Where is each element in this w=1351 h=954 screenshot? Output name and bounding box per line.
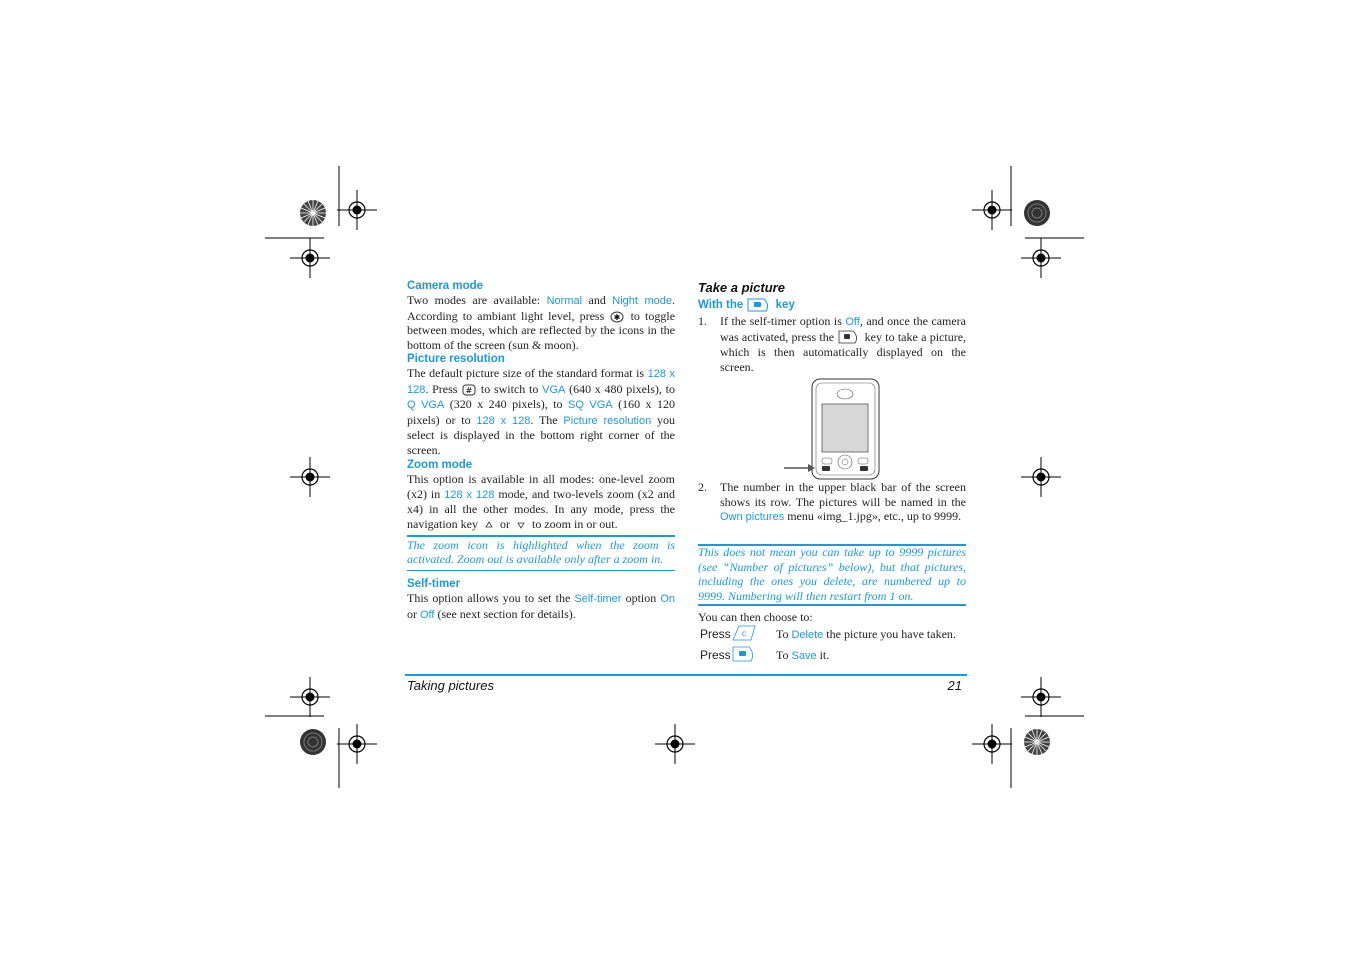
note-rule-bottom — [407, 570, 675, 572]
svg-text:✱: ✱ — [614, 312, 621, 322]
picture-resolution-heading: Picture resolution — [407, 353, 505, 365]
crosshair-mark — [972, 724, 1012, 764]
camera-key-icon — [731, 646, 757, 662]
hash-key-icon — [461, 384, 477, 396]
sunburst-mark — [298, 727, 328, 757]
crosshair-mark — [337, 724, 377, 764]
nav-up-icon — [481, 520, 497, 530]
camera-key-icon — [746, 297, 772, 313]
svg-text:c: c — [741, 629, 747, 638]
camera-key-icon — [837, 330, 861, 345]
sunburst-mark — [1022, 727, 1052, 757]
crosshair-mark — [290, 677, 330, 717]
step-2-text: The number in the upper black bar of the screen shows its row. The pictures will be named in the Own pictures menu «img_1.jpg», etc., up to 9999. — [720, 480, 966, 523]
action-row-delete: Press c To Delete the picture you have taken. — [700, 627, 956, 641]
clear-key-icon — [731, 625, 757, 641]
zoom-mode-heading: Zoom mode — [407, 459, 473, 471]
nav-down-icon — [513, 520, 529, 530]
camera-mode-text: Two modes are available: Normal and Night mode. According to ambiant light level, press ✱ to toggle between modes, which are reflected by the icons in the bottom of the screen (sun & moon). — [407, 293, 676, 352]
self-timer-text: This option allows you to set the Self-timer option On or Off (see next section for details). — [407, 591, 676, 621]
footer-section-title: Taking pictures — [407, 678, 494, 693]
zoom-mode-text: This option is available in all modes: one-level zoom (x2) in 128 x 128 mode, and two-levels zoom (x2 and x4) in all the other modes. In any mode, press the navigation key or to zoom in or out. — [407, 472, 675, 531]
step-1-number: 1. — [698, 314, 707, 328]
svg-text:#: # — [465, 385, 473, 395]
page-number: 21 — [947, 678, 962, 693]
crosshair-mark — [337, 190, 377, 230]
note-rule-top — [407, 535, 675, 537]
sunburst-mark — [1022, 198, 1052, 228]
with-the-key-heading: With the key — [698, 297, 795, 313]
crosshair-mark — [1021, 457, 1061, 497]
note-rule-bottom — [698, 604, 966, 606]
crosshair-mark — [972, 190, 1012, 230]
section-title: Take a picture — [698, 280, 785, 295]
footer-rule — [405, 674, 967, 676]
crosshair-mark — [655, 724, 695, 764]
step-2-number: 2. — [698, 480, 707, 494]
phone-illustration — [782, 378, 882, 480]
crosshair-mark — [290, 457, 330, 497]
star-key-icon — [609, 311, 625, 323]
action-row-save: Press To Save it. — [700, 648, 830, 662]
picture-resolution-text: The default picture size of the standard format is 128 x 128. Press # to switch to VGA (640 x 480 pixels), to Q VGA (320 x 240 pixels), to SQ VGA (160 x 120 pixels) or to 128 x 128. The Picture resolution you select is displayed in the bottom right corner of the screen. — [407, 366, 676, 457]
night-mode-option: Night mode — [612, 295, 672, 307]
normal-option: Normal — [546, 295, 583, 307]
crosshair-mark — [1021, 677, 1061, 717]
crosshair-mark — [290, 238, 330, 278]
self-timer-heading: Self-timer — [407, 578, 461, 590]
sunburst-mark — [298, 198, 328, 228]
camera-mode-heading: Camera mode — [407, 280, 484, 292]
numbering-note: This does not mean you can take up to 9999 pictures (see “Number of pictures” below), but that pictures, including the ones you delete, are numbered up to 9999. Numbering will then restart from 1 on. — [698, 545, 966, 603]
crosshair-mark — [1021, 238, 1061, 278]
zoom-note: The zoom icon is highlighted when the zoom is activated. Zoom out is available only after a zoom in. — [407, 537, 675, 566]
left-column — [407, 280, 675, 622]
choose-text: You can then choose to: — [698, 610, 813, 624]
step-1-text: If the self-timer option is Off, and once the camera was activated, press the key to take a picture, which is then automatically displayed on the screen. — [720, 314, 967, 374]
